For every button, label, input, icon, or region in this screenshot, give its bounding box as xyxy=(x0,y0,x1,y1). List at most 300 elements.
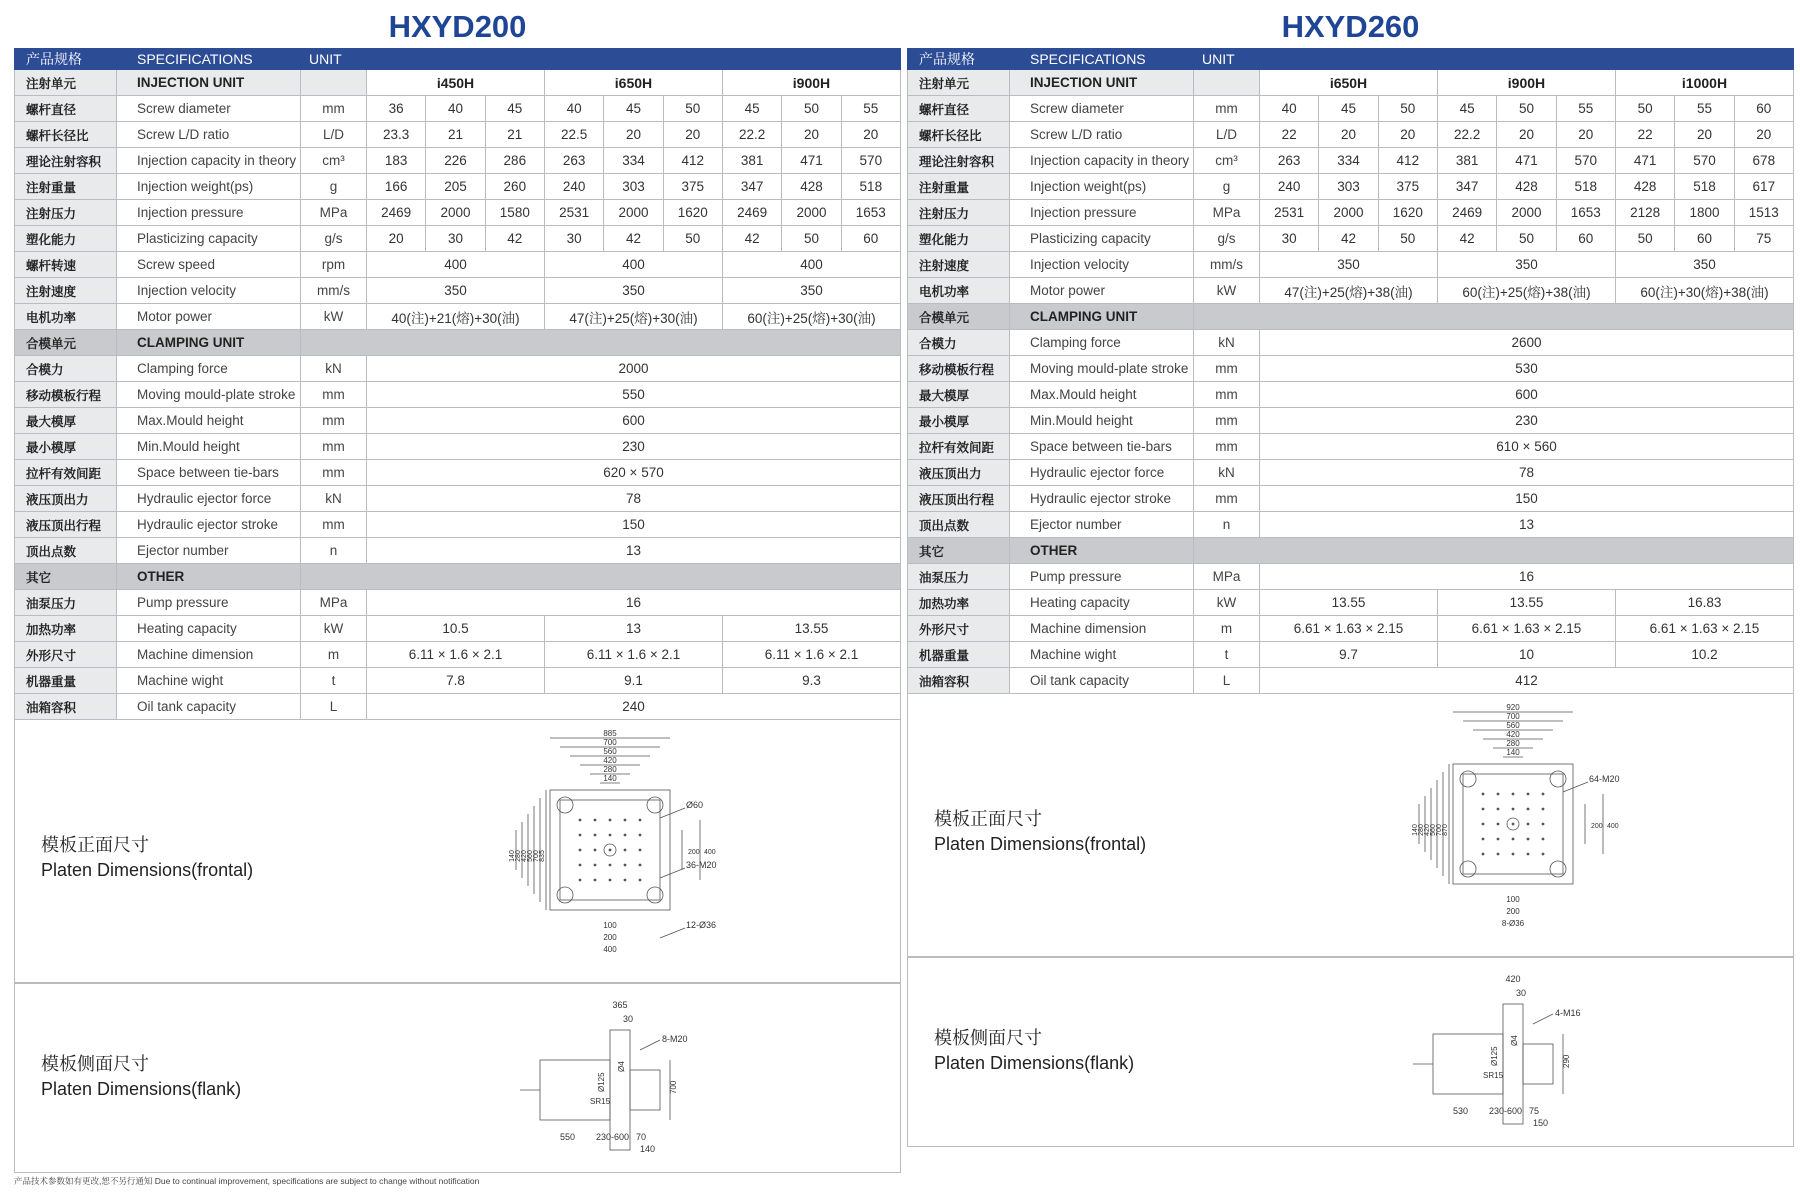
table-row xyxy=(15,278,901,304)
thread-hole xyxy=(609,819,612,822)
value-cell: 13.55 xyxy=(1437,590,1615,616)
value-cell: 1580 xyxy=(485,200,544,226)
thread-hole xyxy=(609,849,612,852)
flank-drawing-title-en: Platen Dimensions(flank) xyxy=(41,1079,242,1099)
dim-label: 550 xyxy=(560,1132,576,1142)
flank-drawing-title-en: Platen Dimensions(flank) xyxy=(934,1053,1135,1073)
dim-label: 280 xyxy=(1506,739,1520,748)
row-unit: g/s xyxy=(301,226,367,252)
row-label-en: Injection weight(ps) xyxy=(1010,174,1194,200)
value-cell: 30 xyxy=(544,226,603,252)
row-unit: L xyxy=(301,694,367,720)
tie-bar-hole xyxy=(647,887,663,903)
value-cell: 20 xyxy=(1675,122,1734,148)
value-cell: 50 xyxy=(1615,96,1674,122)
row-label-en: Plasticizing capacity xyxy=(117,226,301,252)
dim-label: 420 xyxy=(603,756,617,765)
value-cell: 20 xyxy=(841,122,900,148)
row-unit: mm xyxy=(1194,434,1260,460)
value-cell: 22 xyxy=(1260,122,1319,148)
row-unit: mm xyxy=(301,96,367,122)
row-unit: n xyxy=(301,538,367,564)
row-label-cn: 油箱容积 xyxy=(15,694,117,720)
value-cell: 412 xyxy=(1378,148,1437,174)
table-row xyxy=(15,616,901,642)
row-label-cn: 理论注射容积 xyxy=(908,148,1010,174)
value-cell: 1620 xyxy=(663,200,722,226)
section-row-other xyxy=(908,538,1794,564)
value-cell: 9.3 xyxy=(722,668,900,694)
value-cell: 42 xyxy=(1319,226,1378,252)
value-cell: 381 xyxy=(1437,148,1496,174)
thread-hole xyxy=(1482,808,1485,811)
value-cell: 230 xyxy=(367,434,901,460)
row-label-en: Screw diameter xyxy=(1010,96,1194,122)
value-cell: 13.55 xyxy=(1260,590,1438,616)
value-cell: 23.3 xyxy=(367,122,426,148)
table-row xyxy=(15,668,901,694)
row-label-en: Injection pressure xyxy=(117,200,301,226)
thread-hole xyxy=(1512,793,1515,796)
value-cell: 60 xyxy=(1556,226,1615,252)
row-label-cn: 电机功率 xyxy=(15,304,117,330)
row-unit: cm³ xyxy=(1194,148,1260,174)
section-row-injection xyxy=(908,70,1794,96)
dim-label: 365 xyxy=(612,1000,628,1010)
thread-hole xyxy=(624,849,627,852)
value-cell: 400 xyxy=(544,252,722,278)
value-cell: 620 × 570 xyxy=(367,460,901,486)
value-cell: 50 xyxy=(782,96,841,122)
spec-table xyxy=(907,48,1794,694)
row-label-en: Screw speed xyxy=(117,252,301,278)
value-cell: 1653 xyxy=(1556,200,1615,226)
row-unit: kW xyxy=(301,616,367,642)
value-cell: 22.5 xyxy=(544,122,603,148)
row-label-cn: 最大模厚 xyxy=(15,408,117,434)
callout-label: 64-M20 xyxy=(1589,774,1620,784)
value-cell: 50 xyxy=(1615,226,1674,252)
spec-panel-left xyxy=(14,0,901,1173)
model-title: HXYD260 xyxy=(1281,9,1420,44)
thread-hole xyxy=(1527,808,1530,811)
dim-label: 280 xyxy=(603,765,617,774)
row-label-en: Heating capacity xyxy=(117,616,301,642)
row-label-cn: 顶出点数 xyxy=(908,512,1010,538)
row-unit: g xyxy=(301,174,367,200)
row-unit: MPa xyxy=(301,590,367,616)
value-cell: 50 xyxy=(1378,226,1437,252)
row-label-en: Injection capacity in theory xyxy=(1010,148,1194,174)
row-label-cn: 液压顶出力 xyxy=(15,486,117,512)
dim-label: 100 xyxy=(1506,895,1520,904)
row-label-cn: 油箱容积 xyxy=(908,668,1010,694)
value-cell: 10 xyxy=(1437,642,1615,668)
value-cell: 9.7 xyxy=(1260,642,1438,668)
model-header: i1000H xyxy=(1615,70,1793,96)
row-label-en: Pump pressure xyxy=(117,590,301,616)
row-unit: kW xyxy=(301,304,367,330)
value-cell: 347 xyxy=(1437,174,1496,200)
frontal-drawing-box xyxy=(14,720,901,983)
row-label-en: Oil tank capacity xyxy=(1010,668,1194,694)
value-cell: 2000 xyxy=(1497,200,1556,226)
value-cell: 42 xyxy=(604,226,663,252)
dim-label: 30 xyxy=(1515,988,1527,998)
value-cell: 678 xyxy=(1734,148,1793,174)
value-cell: 42 xyxy=(722,226,781,252)
value-cell: 428 xyxy=(782,174,841,200)
thread-hole xyxy=(594,819,597,822)
value-cell: 2000 xyxy=(604,200,663,226)
value-cell: 7.8 xyxy=(367,668,545,694)
value-cell: 45 xyxy=(1437,96,1496,122)
table-header-row xyxy=(908,49,1794,70)
value-cell: 1620 xyxy=(1378,200,1437,226)
table-row xyxy=(15,356,901,382)
value-cell: 47(注)+25(熔)+38(油) xyxy=(1260,278,1438,304)
row-label-cn: 合模力 xyxy=(15,356,117,382)
value-cell: 22.2 xyxy=(1437,122,1496,148)
section-en: INJECTION UNIT xyxy=(117,70,301,96)
tie-bar-hole xyxy=(1550,861,1566,877)
frontal-drawing-title-cn: 模板正面尺寸 xyxy=(41,835,149,855)
row-label-cn: 注射重量 xyxy=(908,174,1010,200)
row-label-cn: 拉杆有效间距 xyxy=(15,460,117,486)
header-specifications: SPECIFICATIONS xyxy=(1010,49,1194,70)
tie-bar-hole xyxy=(557,797,573,813)
dim-label: 290 xyxy=(1562,1054,1571,1068)
value-cell: 2469 xyxy=(367,200,426,226)
value-cell: 42 xyxy=(1437,226,1496,252)
section-cn: 其它 xyxy=(15,564,117,590)
value-cell: 45 xyxy=(1319,96,1378,122)
thread-hole xyxy=(1512,838,1515,841)
value-cell: 617 xyxy=(1734,174,1793,200)
dim-label: 420 xyxy=(1505,974,1521,984)
section-en: OTHER xyxy=(1010,538,1194,564)
value-cell: 50 xyxy=(663,96,722,122)
dim-label: 700 xyxy=(533,850,540,862)
thread-hole xyxy=(639,834,642,837)
value-cell: 2469 xyxy=(722,200,781,226)
thread-hole xyxy=(1542,838,1545,841)
value-cell: 60(注)+25(熔)+30(油) xyxy=(722,304,900,330)
row-unit: mm xyxy=(301,460,367,486)
row-label-cn: 最大模厚 xyxy=(908,382,1010,408)
thread-hole xyxy=(1497,838,1500,841)
value-cell: 428 xyxy=(1615,174,1674,200)
value-cell: 303 xyxy=(604,174,663,200)
dim-label: Ø4 xyxy=(617,1061,626,1072)
table-row xyxy=(908,200,1794,226)
value-cell: 45 xyxy=(485,96,544,122)
dim-label: 700 xyxy=(1506,712,1520,721)
frontal-drawing-title-cn: 模板正面尺寸 xyxy=(934,809,1042,829)
dim-label: 140 xyxy=(640,1144,656,1154)
value-cell: 60 xyxy=(1734,96,1793,122)
flank-drawing-title-cn: 模板侧面尺寸 xyxy=(934,1028,1042,1048)
row-unit: t xyxy=(301,668,367,694)
row-label-en: Machine wight xyxy=(117,668,301,694)
dim-label: Ø4 xyxy=(1510,1035,1519,1046)
row-label-en: Motor power xyxy=(117,304,301,330)
frontal-drawing xyxy=(1413,702,1673,952)
value-cell: 518 xyxy=(841,174,900,200)
row-unit: mm xyxy=(1194,408,1260,434)
value-cell: 570 xyxy=(841,148,900,174)
row-label-cn: 注射压力 xyxy=(15,200,117,226)
section-cn: 注射单元 xyxy=(15,70,117,96)
row-label-cn: 最小模厚 xyxy=(908,408,1010,434)
value-cell: 381 xyxy=(722,148,781,174)
section-unit-cell xyxy=(1194,70,1260,96)
tie-bar-hole xyxy=(1460,771,1476,787)
row-label-cn: 合模力 xyxy=(908,330,1010,356)
table-row xyxy=(15,512,901,538)
table-row xyxy=(908,512,1794,538)
thread-hole xyxy=(624,864,627,867)
row-unit: t xyxy=(1194,642,1260,668)
value-cell: 21 xyxy=(426,122,485,148)
row-label-en: Injection weight(ps) xyxy=(117,174,301,200)
value-cell: 240 xyxy=(367,694,901,720)
table-row xyxy=(908,226,1794,252)
table-row xyxy=(908,616,1794,642)
flank-drawing-title-cn: 模板侧面尺寸 xyxy=(41,1054,149,1074)
table-row xyxy=(15,96,901,122)
row-label-cn: 螺杆直径 xyxy=(908,96,1010,122)
value-cell: 22.2 xyxy=(722,122,781,148)
dim-label: 870 xyxy=(1442,824,1449,836)
dim-label: 700 xyxy=(669,1080,678,1094)
row-label-cn: 螺杆直径 xyxy=(15,96,117,122)
thread-hole xyxy=(594,834,597,837)
value-cell: 2000 xyxy=(367,356,901,382)
thread-hole xyxy=(1497,823,1500,826)
section-fill xyxy=(301,330,901,356)
row-label-cn: 拉杆有效间距 xyxy=(908,434,1010,460)
value-cell: 50 xyxy=(1378,96,1437,122)
row-label-en: Hydraulic ejector stroke xyxy=(117,512,301,538)
table-row xyxy=(908,356,1794,382)
row-label-cn: 顶出点数 xyxy=(15,538,117,564)
thread-hole xyxy=(609,864,612,867)
table-row xyxy=(908,96,1794,122)
value-cell: 230 xyxy=(1260,408,1794,434)
value-cell: 6.61 × 1.63 × 2.15 xyxy=(1615,616,1793,642)
row-label-cn: 塑化能力 xyxy=(908,226,1010,252)
row-label-cn: 移动模板行程 xyxy=(908,356,1010,382)
value-cell: 600 xyxy=(1260,382,1794,408)
row-label-en: Screw diameter xyxy=(117,96,301,122)
value-cell: 375 xyxy=(1378,174,1437,200)
value-cell: 21 xyxy=(485,122,544,148)
dim-label: 30 xyxy=(622,1014,634,1024)
frontal-drawing-title-en: Platen Dimensions(frontal) xyxy=(934,834,1147,854)
header-unit: UNIT xyxy=(1194,49,1794,70)
row-unit: mm/s xyxy=(1194,252,1260,278)
callout-label: 4-M16 xyxy=(1555,1008,1581,1018)
dim-label: 140 xyxy=(1506,748,1520,757)
row-unit: MPa xyxy=(1194,564,1260,590)
row-label-en: Pump pressure xyxy=(1010,564,1194,590)
thread-hole xyxy=(1497,808,1500,811)
row-label-cn: 外形尺寸 xyxy=(908,616,1010,642)
callout-label: 36-M20 xyxy=(686,860,717,870)
row-label-cn: 注射速度 xyxy=(15,278,117,304)
value-cell: 13 xyxy=(367,538,901,564)
value-cell: 428 xyxy=(1497,174,1556,200)
callout-label: 8-M20 xyxy=(662,1034,688,1044)
row-unit: kW xyxy=(1194,278,1260,304)
value-cell: 36 xyxy=(367,96,426,122)
value-cell: 45 xyxy=(722,96,781,122)
row-unit: mm xyxy=(1194,96,1260,122)
value-cell: 150 xyxy=(1260,486,1794,512)
header-cn: 产品规格 xyxy=(15,49,117,70)
value-cell: 350 xyxy=(1615,252,1793,278)
section-fill xyxy=(1194,538,1794,564)
row-unit: MPa xyxy=(301,200,367,226)
dim-label: 835 xyxy=(539,850,546,862)
value-cell: 16 xyxy=(367,590,901,616)
value-cell: 263 xyxy=(544,148,603,174)
value-cell: 570 xyxy=(1556,148,1615,174)
value-cell: 2000 xyxy=(426,200,485,226)
row-label-cn: 机器重量 xyxy=(908,642,1010,668)
dim-label: 400 xyxy=(1607,823,1619,830)
value-cell: 30 xyxy=(1260,226,1319,252)
thread-hole xyxy=(1482,853,1485,856)
value-cell: 412 xyxy=(663,148,722,174)
row-label-en: Injection pressure xyxy=(1010,200,1194,226)
value-cell: 10.2 xyxy=(1615,642,1793,668)
row-label-cn: 注射压力 xyxy=(908,200,1010,226)
table-row xyxy=(908,148,1794,174)
table-row xyxy=(15,122,901,148)
dim-label: 100 xyxy=(603,921,617,930)
row-unit: mm xyxy=(1194,356,1260,382)
row-label-cn: 液压顶出行程 xyxy=(15,512,117,538)
value-cell: 20 xyxy=(663,122,722,148)
thread-hole xyxy=(1482,793,1485,796)
footer-note: 产品技术参数如有更改,恕不另行通知 Due to continual improvement, specifications are subject to change without notification xyxy=(14,1176,480,1186)
thread-hole xyxy=(624,879,627,882)
thread-hole xyxy=(639,879,642,882)
row-label-en: Screw L/D ratio xyxy=(117,122,301,148)
value-cell: 60(注)+25(熔)+38(油) xyxy=(1437,278,1615,304)
value-cell: 240 xyxy=(544,174,603,200)
table-row xyxy=(908,174,1794,200)
row-label-en: Ejector number xyxy=(117,538,301,564)
section-cn: 合模单元 xyxy=(908,304,1010,330)
value-cell: 20 xyxy=(1378,122,1437,148)
value-cell: 6.11 × 1.6 × 2.1 xyxy=(544,642,722,668)
frontal-drawing xyxy=(510,728,770,978)
row-unit: m xyxy=(301,642,367,668)
thread-hole xyxy=(609,834,612,837)
value-cell: 350 xyxy=(722,278,900,304)
row-label-en: Plasticizing capacity xyxy=(1010,226,1194,252)
spec-panel-right xyxy=(907,0,1794,1147)
value-cell: 20 xyxy=(1734,122,1793,148)
row-label-en: Moving mould-plate stroke xyxy=(117,382,301,408)
section-cn: 合模单元 xyxy=(15,330,117,356)
value-cell: 334 xyxy=(1319,148,1378,174)
value-cell: 60(注)+30(熔)+38(油) xyxy=(1615,278,1793,304)
row-label-cn: 注射速度 xyxy=(908,252,1010,278)
thread-hole xyxy=(1542,853,1545,856)
value-cell: 40 xyxy=(544,96,603,122)
table-row xyxy=(908,252,1794,278)
thread-hole xyxy=(624,819,627,822)
row-unit: kN xyxy=(1194,460,1260,486)
dim-label: 560 xyxy=(527,850,534,862)
table-row xyxy=(15,200,901,226)
row-unit: kN xyxy=(301,356,367,382)
thread-hole xyxy=(594,864,597,867)
value-cell: 20 xyxy=(604,122,663,148)
row-unit: L xyxy=(1194,668,1260,694)
value-cell: 471 xyxy=(1615,148,1674,174)
model-header: i450H xyxy=(367,70,545,96)
dim-label: 200 xyxy=(688,849,700,856)
section-fill xyxy=(1194,304,1794,330)
value-cell: 6.11 × 1.6 × 2.1 xyxy=(367,642,545,668)
value-cell: 1513 xyxy=(1734,200,1793,226)
value-cell: 9.1 xyxy=(544,668,722,694)
row-label-cn: 液压顶出行程 xyxy=(908,486,1010,512)
row-label-cn: 螺杆长径比 xyxy=(15,122,117,148)
thread-hole xyxy=(1497,853,1500,856)
thread-hole xyxy=(639,849,642,852)
model-header: i650H xyxy=(1260,70,1438,96)
value-cell: 150 xyxy=(367,512,901,538)
dim-label: 280 xyxy=(1418,824,1425,836)
row-label-en: Clamping force xyxy=(117,356,301,382)
value-cell: 6.61 × 1.63 × 2.15 xyxy=(1260,616,1438,642)
dim-label: 230-600 xyxy=(1489,1106,1523,1116)
value-cell: 600 xyxy=(367,408,901,434)
value-cell: 20 xyxy=(367,226,426,252)
value-cell: 2600 xyxy=(1260,330,1794,356)
row-unit: mm xyxy=(301,408,367,434)
thread-hole xyxy=(1512,853,1515,856)
thread-hole xyxy=(1482,838,1485,841)
dim-label: 885 xyxy=(603,729,617,738)
value-cell: 350 xyxy=(367,278,545,304)
row-label-en: Max.Mould height xyxy=(1010,382,1194,408)
dim-label: 400 xyxy=(603,945,617,954)
row-label-cn: 液压顶出力 xyxy=(908,460,1010,486)
thread-hole xyxy=(594,879,597,882)
table-row xyxy=(15,434,901,460)
row-label-en: Injection velocity xyxy=(117,278,301,304)
dim-label: 420 xyxy=(1424,824,1431,836)
value-cell: 60 xyxy=(841,226,900,252)
value-cell: 2128 xyxy=(1615,200,1674,226)
table-row xyxy=(908,434,1794,460)
row-unit: mm xyxy=(301,434,367,460)
thread-hole xyxy=(1497,793,1500,796)
value-cell: 2469 xyxy=(1437,200,1496,226)
table-header-row xyxy=(15,49,901,70)
thread-hole xyxy=(1512,808,1515,811)
dim-label: 700 xyxy=(603,738,617,747)
row-label-cn: 移动模板行程 xyxy=(15,382,117,408)
value-cell: 303 xyxy=(1319,174,1378,200)
